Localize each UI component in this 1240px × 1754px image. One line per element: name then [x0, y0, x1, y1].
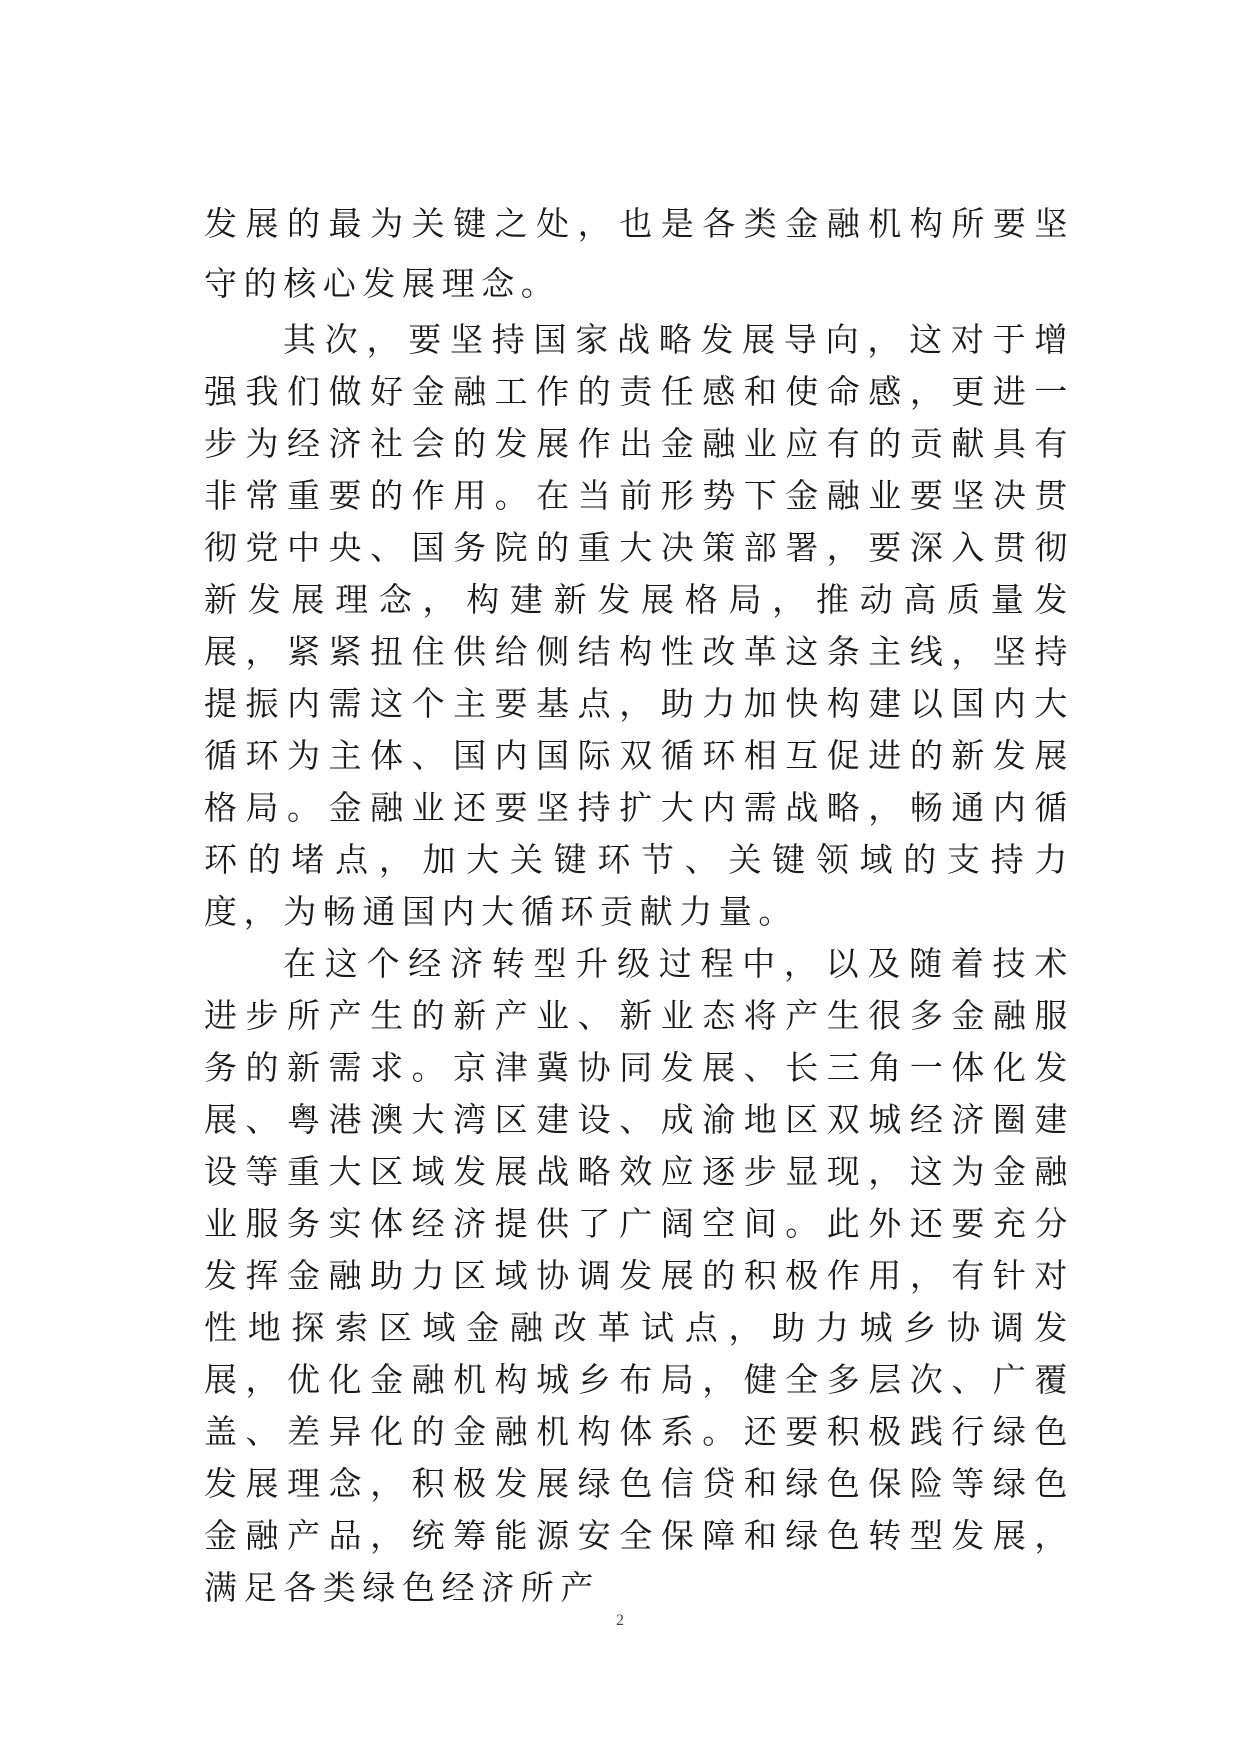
page-number: 2 [616, 1612, 624, 1629]
paragraph-continuation: 发展的最为关键之处，也是各类金融机构所要坚守的核心发展理念。 [204, 204, 1074, 303]
body-text [204, 194, 1074, 1614]
paragraph-strategy: 其次，要坚持国家战略发展导向，这对于增强我们做好金融工作的责任感和使命感，更进一步为经济社会的发展作出金融业应有的贡献具有非常重要的作用。在当前形势下金融业要坚决贯彻党中央、国务院的重大决策部署，要深入贯彻新发展理念，构建新发展格局，推动高质量发展，紧紧扭住供给侧结构性改革这条主线，坚持提振内需这个主要基点，助力加快构建以国内大循环为主体、国内国际双循环相互促进的新发展格局。金融业还要坚持扩大内需战略，畅通内循环的堵点，加大关键环节、关键领域的支持力度，为畅通国内大循环贡献力量。 [204, 320, 1074, 931]
paragraph-transformation: 在这个经济转型升级过程中，以及随着技术进步所产生的新产业、新业态将产生很多金融服务的新需求。京津冀协同发展、长三角一体化发展、粤港澳大湾区建设、成渝地区双城经济圈建设等重大区域发展战略效应逐步显现，这为金融业服务实体经济提供了广阔空间。此外还要充分发挥金融助力区域协调发展的积极作用，有针对性地探索区域金融改革试点，助力城乡协调发展，优化金融机构城乡布局，健全多层次、广覆盖、差异化的金融机构体系。还要积极践行绿色发展理念，积极发展绿色信贷和绿色保险等绿色金融产品，统筹能源安全保障和绿色转型发展，满足各类绿色经济所产 [204, 944, 1074, 1607]
